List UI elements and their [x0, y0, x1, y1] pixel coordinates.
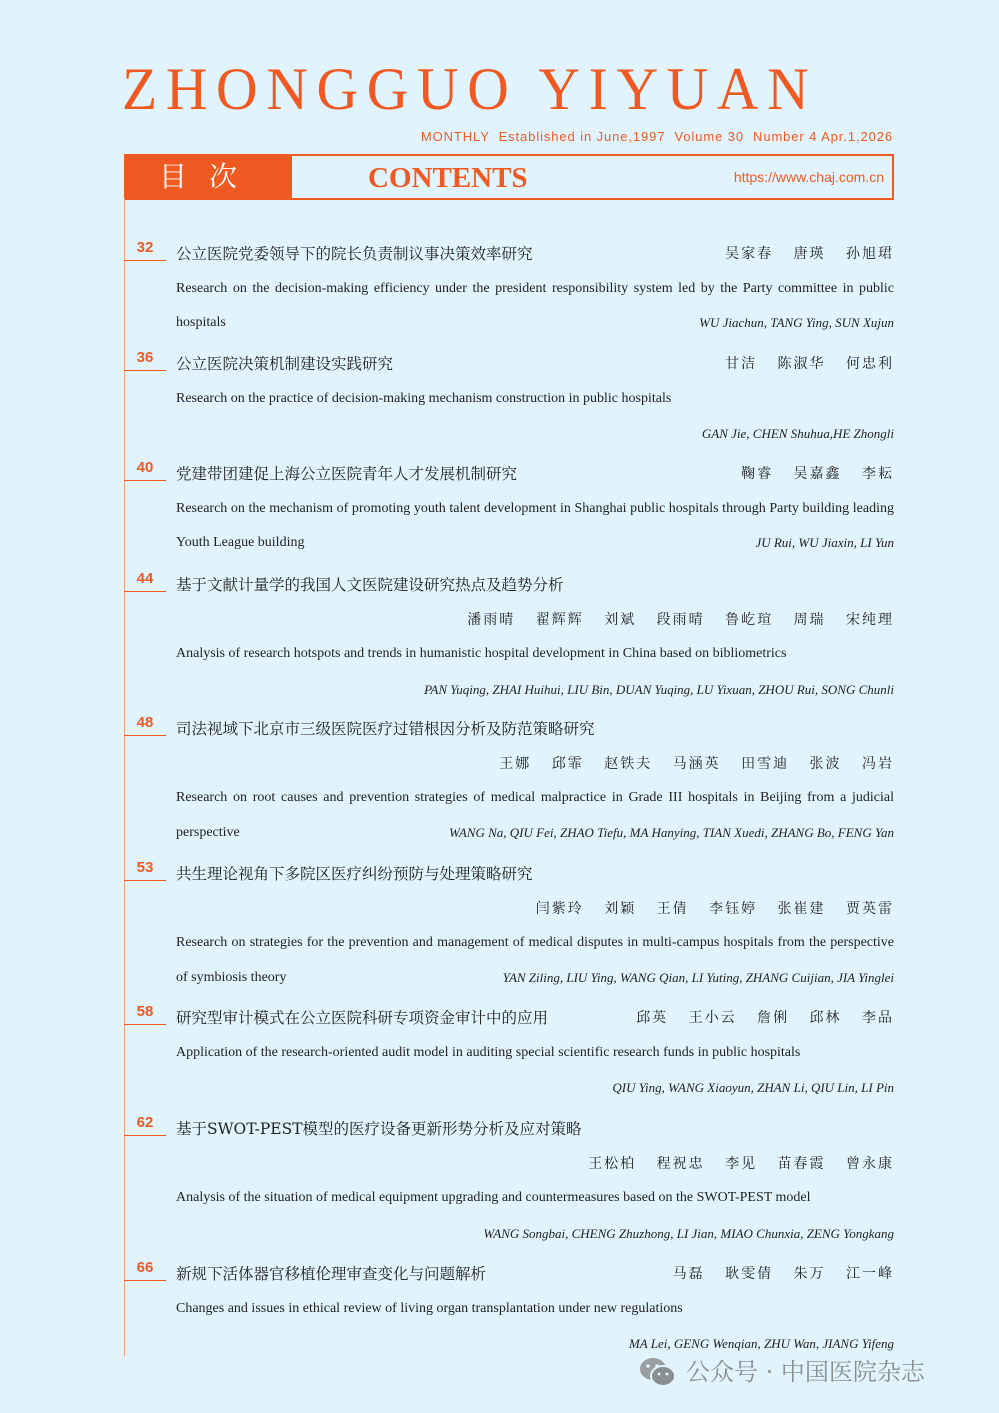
authors-cn: 鞠睿 吴嘉鑫 李耘	[741, 466, 894, 482]
toc-entry[interactable]	[124, 237, 894, 341]
article-title[interactable]: 共生理论视角下多院区医疗纠纷预防与处理策略研究	[176, 865, 533, 883]
article-title-en: Analysis of the situation of medical equipment upgrading and countermeasures based on the SWOT-PEST model	[176, 1190, 811, 1205]
article-title[interactable]: 公立医院决策机制建设实践研究	[176, 355, 394, 373]
contents-en-label: CONTENTS	[368, 162, 528, 194]
authors-cn: 闫紫玲 刘颖 王倩 李钰婷 张崔建 贾英雷	[535, 900, 894, 917]
authors-cn: 王娜 邱霏 赵铁夫 马涵英 田雪迪 张波 冯岩	[499, 755, 894, 772]
article-title-en	[176, 272, 894, 341]
article-title-en	[176, 492, 894, 561]
journal-url-link[interactable]: https://www.chaj.com.cn	[733, 169, 884, 185]
journal-masthead: ZHONGGUO YIYUAN	[122, 56, 818, 122]
title-en-text: Research on the decision-making efficiency under the president responsibility system led by the Party committee in public hospitals	[176, 280, 894, 330]
article-title-en	[176, 926, 894, 995]
title-en-text: Research on root causes and prevention strategies of medical malpractice in Grade III hospitals in Beijing from a judicial perspective	[176, 790, 894, 840]
article-title[interactable]: 基于SWOT-PEST模型的医疗设备更新形势分析及应对策略	[176, 1120, 582, 1138]
watermark-text: 公众号 · 中国医院杂志	[686, 1358, 925, 1386]
authors-en: MA Lei, GENG Wenqian, ZHU Wan, JIANG Yifeng	[628, 1336, 894, 1351]
journal-meta: MONTHLY Established in June,1997 Volume 30 Number 4 Apr.1,2026	[420, 129, 893, 144]
title-en-text: Research on strategies for the prevention and management of medical disputes in multi-campus hospitals from the perspective of symbiosis theory	[176, 935, 894, 985]
contents-header	[124, 154, 894, 200]
page-number: 36	[124, 346, 166, 371]
toc-entry[interactable]	[124, 1257, 894, 1362]
article-title-en: Application of the research-oriented audit model in auditing special scientific research funds in public hospitals	[176, 1044, 801, 1060]
authors-cn: 潘雨晴 翟辉辉 刘斌 段雨晴 鲁屹瑄 周瑞 宋纯理	[467, 611, 894, 628]
article-title[interactable]: 研究型审计模式在公立医院科研专项资金审计中的应用	[176, 1009, 549, 1027]
authors-en: PAN Yuqing, ZHAI Huihui, LIU Bin, DUAN Yuqing, LU Yixuan, ZHOU Rui, SONG Chunli	[424, 681, 894, 697]
toc-entry[interactable]	[124, 457, 894, 561]
authors-en: WANG Songbai, CHENG Zhuzhong, LI Jian, MIAO Chunxia, ZENG Yongkang	[483, 1225, 894, 1241]
authors-cn: 马磊 耿雯倩 朱万 江一峰	[672, 1266, 894, 1282]
article-title-en: Research on the practice of decision-making mechanism construction in public hospitals	[176, 390, 672, 406]
page-number: 66	[124, 1256, 166, 1281]
authors-cn: 王松柏 程祝忠 李见 苗春霞 曾永康	[588, 1155, 894, 1172]
page-number: 32	[124, 236, 166, 261]
authors-en: QIU Ying, WANG Xiaoyun, ZHAN Li, QIU Lin, LI Pin	[612, 1080, 894, 1095]
page-number: 40	[124, 456, 166, 481]
authors-en: JU Rui, WU Jiaxin, LI Yun	[755, 535, 894, 550]
authors-cn: 甘洁 陈淑华 何忠利	[725, 356, 894, 372]
toc-entry[interactable]	[124, 712, 894, 850]
toc-entry[interactable]	[124, 1112, 894, 1251]
article-title[interactable]: 党建带团建促上海公立医院青年人才发展机制研究	[176, 465, 518, 483]
watermark	[638, 1352, 925, 1392]
article-title[interactable]: 新规下活体器官移植伦理审查变化与问题解析	[176, 1265, 487, 1283]
toc-entry[interactable]	[124, 568, 894, 707]
wechat-icon	[638, 1355, 678, 1389]
page-number: 53	[124, 856, 166, 881]
page-number: 48	[124, 711, 166, 736]
authors-en: WANG Na, QIU Fei, ZHAO Tiefu, MA Hanying, TIAN Xuedi, ZHANG Bo, FENG Yan	[448, 824, 894, 840]
authors-en: WU Jiachun, TANG Ying, SUN Xujun	[699, 315, 894, 330]
page-number: 44	[124, 567, 166, 592]
article-title-en: Changes and issues in ethical review of living organ transplantation under new regulations	[176, 1300, 683, 1316]
contents-cn-label: 目次	[126, 156, 292, 198]
page-number: 62	[124, 1111, 166, 1136]
article-title-en: Analysis of research hotspots and trends in humanistic hospital development in China based on bibliometrics	[176, 646, 787, 661]
toc-entry[interactable]	[124, 347, 894, 452]
article-title[interactable]: 公立医院党委领导下的院长负责制议事决策效率研究	[176, 245, 533, 263]
article-title[interactable]: 基于文献计量学的我国人文医院建设研究热点及趋势分析	[176, 576, 564, 594]
page-number: 58	[124, 1000, 166, 1025]
authors-en: GAN Jie, CHEN Shuhua,HE Zhongli	[701, 426, 894, 441]
authors-cn: 邱英 王小云 詹俐 邱林 李品	[636, 1010, 894, 1026]
toc-entry[interactable]	[124, 857, 894, 995]
title-en-text: Research on the mechanism of promoting youth talent development in Shanghai public hospitals through Party building leading Youth League building	[176, 500, 894, 550]
toc-entry[interactable]	[124, 1001, 894, 1106]
authors-cn: 吴家春 唐瑛 孙旭珺	[725, 246, 894, 262]
article-title[interactable]: 司法视域下北京市三级医院医疗过错根因分析及防范策略研究	[176, 720, 595, 738]
article-title-en	[176, 781, 894, 850]
authors-en: YAN Ziling, LIU Ying, WANG Qian, LI Yuting, ZHANG Cuijian, JIA Yinglei	[502, 969, 894, 985]
